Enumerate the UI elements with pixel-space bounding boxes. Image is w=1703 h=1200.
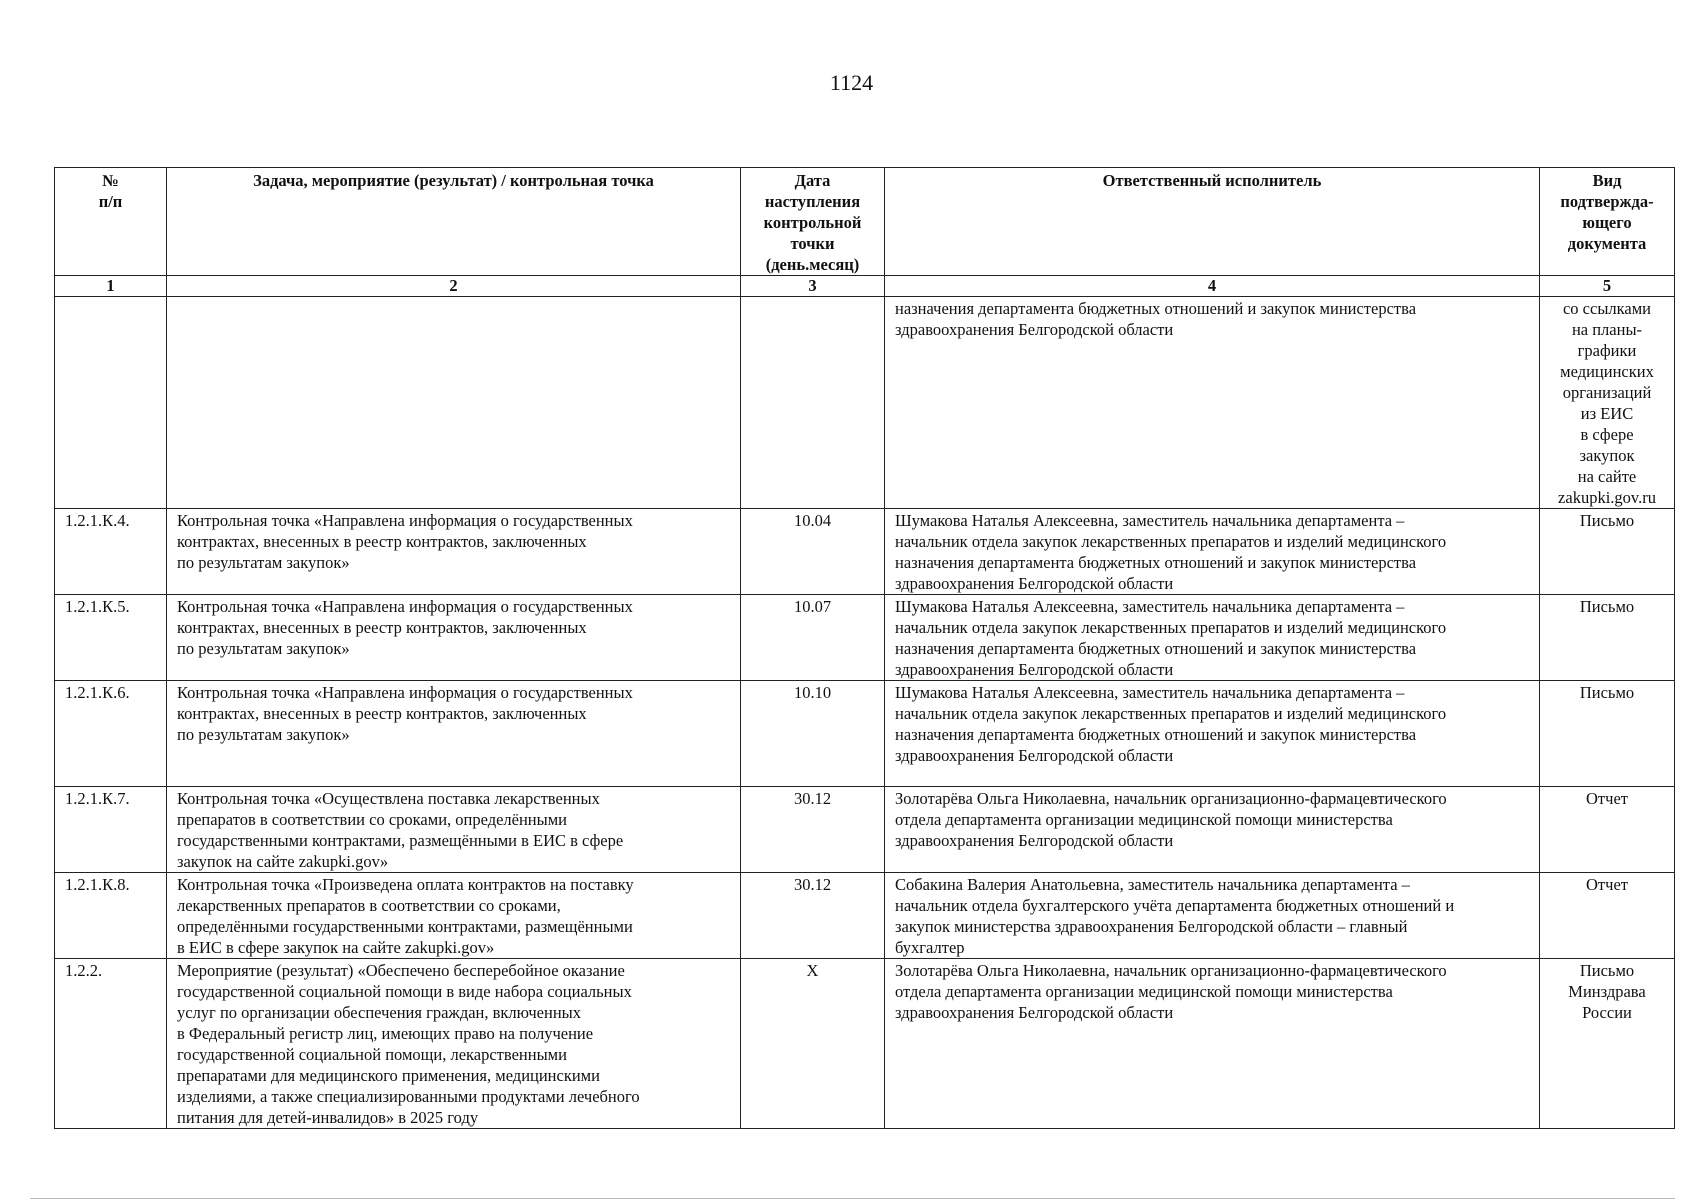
row-task bbox=[167, 297, 741, 509]
row-responsible: Золотарёва Ольга Николаевна, начальник организационно-фармацевтического отдела департамента организации медицинской помощи министерства здравоохранения Белгородской области bbox=[885, 959, 1540, 1129]
row-date: 10.10 bbox=[741, 681, 885, 787]
column-number: 2 bbox=[167, 276, 741, 297]
row-number: 1.2.1.К.6. bbox=[55, 681, 167, 787]
row-number: 1.2.2. bbox=[55, 959, 167, 1129]
table-row bbox=[55, 681, 1675, 787]
row-responsible: назначения департамента бюджетных отношений и закупок министерства здравоохранения Белгородской области bbox=[885, 297, 1540, 509]
row-number: 1.2.1.К.8. bbox=[55, 873, 167, 959]
table-row bbox=[55, 509, 1675, 595]
header-date: Дата наступления контрольной точки (день.месяц) bbox=[741, 168, 885, 276]
row-responsible: Шумакова Наталья Алексеевна, заместитель начальника департамента – начальник отдела закупок лекарственных препаратов и изделий медицинского назначения департамента бюджетных отношений и закупок министерства здравоохранения Белгородской области bbox=[885, 595, 1540, 681]
table-row bbox=[55, 595, 1675, 681]
row-responsible: Золотарёва Ольга Николаевна, начальник организационно-фармацевтического отдела департамента организации медицинской помощи министерства здравоохранения Белгородской области bbox=[885, 787, 1540, 873]
row-document: со ссылками на планы- графики медицинских организаций из ЕИС в сфере закупок на сайте zakupki.gov.ru bbox=[1540, 297, 1675, 509]
row-document: Письмо bbox=[1540, 595, 1675, 681]
row-number: 1.2.1.К.5. bbox=[55, 595, 167, 681]
row-number bbox=[55, 297, 167, 509]
column-number: 3 bbox=[741, 276, 885, 297]
table-row bbox=[55, 787, 1675, 873]
row-responsible: Собакина Валерия Анатольевна, заместитель начальника департамента – начальник отдела бухгалтерского учёта департамента бюджетных отношений и закупок министерства здравоохранения Белгородской области – главный бухгалтер bbox=[885, 873, 1540, 959]
row-document: Отчет bbox=[1540, 787, 1675, 873]
row-task: Контрольная точка «Осуществлена поставка лекарственных препаратов в соответствии со сроками, определёнными государственными контрактами, размещёнными в ЕИС в сфере закупок на сайте zakupki.gov» bbox=[167, 787, 741, 873]
row-document: Письмо bbox=[1540, 681, 1675, 787]
row-date bbox=[741, 297, 885, 509]
row-task: Контрольная точка «Произведена оплата контрактов на поставку лекарственных препаратов в соответствии со сроками, определёнными государственными контрактами, размещёнными в ЕИС в сфере закупок на сайте zakupki.gov» bbox=[167, 873, 741, 959]
header-number: № п/п bbox=[55, 168, 167, 276]
table-row bbox=[55, 959, 1675, 1129]
row-number: 1.2.1.К.4. bbox=[55, 509, 167, 595]
row-date: 10.07 bbox=[741, 595, 885, 681]
row-task: Контрольная точка «Направлена информация о государственных контрактах, внесенных в реестр контрактов, заключенных по результатам закупок» bbox=[167, 595, 741, 681]
plan-table bbox=[54, 167, 1675, 1129]
column-number-row bbox=[55, 276, 1675, 297]
row-number: 1.2.1.К.7. bbox=[55, 787, 167, 873]
row-date: Х bbox=[741, 959, 885, 1129]
header-responsible: Ответственный исполнитель bbox=[885, 168, 1540, 276]
row-date: 10.04 bbox=[741, 509, 885, 595]
column-number: 5 bbox=[1540, 276, 1675, 297]
column-number: 1 bbox=[55, 276, 167, 297]
row-document: Письмо Минздрава России bbox=[1540, 959, 1675, 1129]
header-document: Вид подтвержда- ющего документа bbox=[1540, 168, 1675, 276]
row-document: Отчет bbox=[1540, 873, 1675, 959]
column-number: 4 bbox=[885, 276, 1540, 297]
footer-divider bbox=[30, 1198, 1675, 1199]
header-row bbox=[55, 168, 1675, 276]
table-row bbox=[55, 297, 1675, 509]
row-date: 30.12 bbox=[741, 787, 885, 873]
row-task: Мероприятие (результат) «Обеспечено бесперебойное оказание государственной социальной помощи в виде набора социальных услуг по организации обеспечения граждан, включенных в Федеральный регистр лиц, имеющих право на получение государственной социальной помощи, лекарственными препаратами для медицинского применения, медицинскими изделиями, а также специализированными продуктами лечебного питания для детей-инвалидов» в 2025 году bbox=[167, 959, 741, 1129]
row-task: Контрольная точка «Направлена информация о государственных контрактах, внесенных в реестр контрактов, заключенных по результатам закупок» bbox=[167, 681, 741, 787]
row-responsible: Шумакова Наталья Алексеевна, заместитель начальника департамента – начальник отдела закупок лекарственных препаратов и изделий медицинского назначения департамента бюджетных отношений и закупок министерства здравоохранения Белгородской области bbox=[885, 509, 1540, 595]
row-document: Письмо bbox=[1540, 509, 1675, 595]
header-task: Задача, мероприятие (результат) / контрольная точка bbox=[167, 168, 741, 276]
table-row bbox=[55, 873, 1675, 959]
row-responsible: Шумакова Наталья Алексеевна, заместитель начальника департамента – начальник отдела закупок лекарственных препаратов и изделий медицинского назначения департамента бюджетных отношений и закупок министерства здравоохранения Белгородской области bbox=[885, 681, 1540, 787]
row-task: Контрольная точка «Направлена информация о государственных контрактах, внесенных в реестр контрактов, заключенных по результатам закупок» bbox=[167, 509, 741, 595]
row-date: 30.12 bbox=[741, 873, 885, 959]
page-number: 1124 bbox=[829, 70, 874, 95]
